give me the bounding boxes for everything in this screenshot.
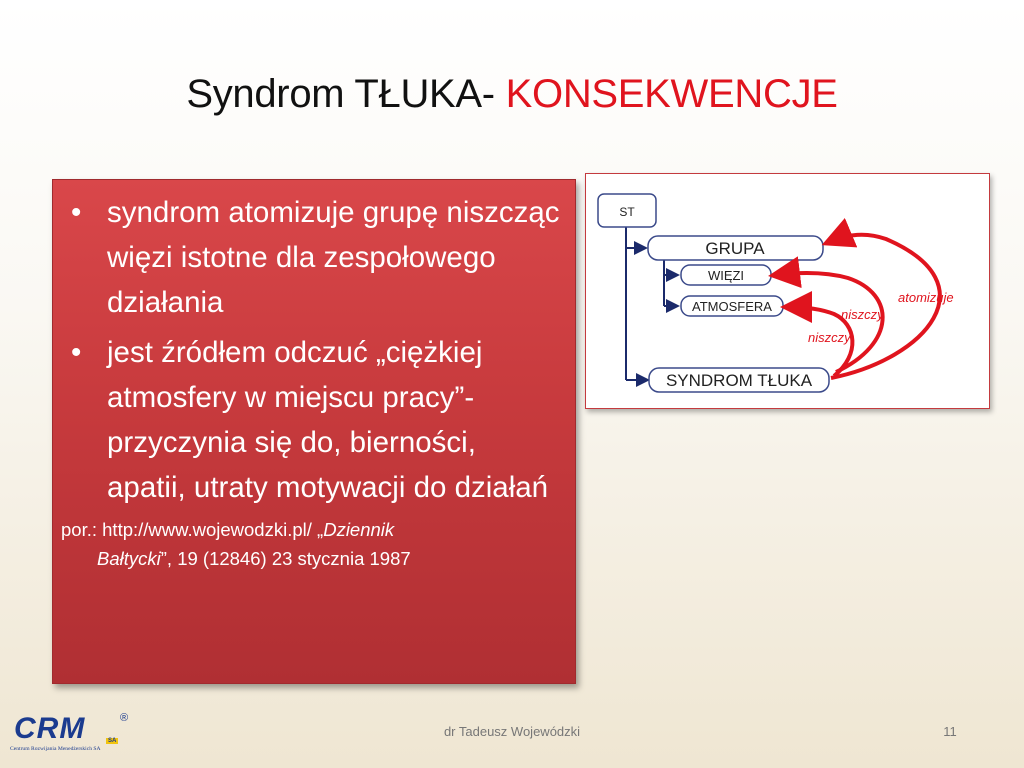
reference-italic-2: Bałtycki — [97, 548, 161, 569]
node-syndrom-label: SYNDROM TŁUKA — [665, 371, 813, 390]
bullet-text: syndrom atomizuje grupę niszcząc więzi istotne dla zespołowego działania — [107, 196, 560, 319]
node-atmosfera-label: ATMOSFERA — [692, 299, 772, 314]
logo-sa: SA — [108, 738, 117, 744]
title-accent: KONSEKWENCJE — [505, 72, 838, 116]
logo-registered: ® — [120, 712, 129, 724]
logo-text: CRM — [14, 712, 86, 745]
reference-suffix: ”, 19 (12846) 23 stycznia 1987 — [160, 548, 411, 569]
bullet-dot: • — [71, 196, 82, 229]
node-wiezi — [681, 265, 771, 285]
node-wiezi-label: WIĘZI — [707, 268, 745, 283]
logo-subtitle: Centrum Rozwijania Menedżerskich SA — [10, 746, 101, 752]
node-atmosfera — [681, 296, 783, 316]
bullet-item — [61, 190, 561, 325]
content-box — [52, 179, 576, 684]
reference-prefix: por.: http://www.wojewodzki.pl/ „ — [61, 519, 324, 540]
reference — [61, 515, 561, 573]
page-number: 11 — [943, 724, 957, 739]
bullet-item — [61, 330, 561, 510]
node-grupa-label: GRUPA — [705, 239, 765, 258]
node-syndrom — [649, 368, 829, 392]
node-st-label: ST — [619, 205, 635, 219]
label-atomizuje: atomizuje — [898, 290, 954, 305]
node-st — [598, 194, 656, 227]
diagram-svg — [586, 174, 989, 408]
bullet-dot: • — [71, 336, 82, 369]
bullet-text: jest źródłem odczuć „ciężkiej atmosfery w miejscu pracy”- przyczynia się do, bierności, apatii, utraty motywacji do działań — [107, 336, 549, 504]
node-grupa — [648, 236, 823, 260]
label-niszczy-2: niszczy — [808, 330, 851, 345]
diagram — [585, 173, 990, 409]
label-niszczy-1: niszczy — [841, 307, 884, 322]
slide-title — [0, 72, 1024, 117]
title-main: Syndrom TŁUKA- — [186, 72, 506, 116]
reference-italic-1: Dziennik — [323, 519, 395, 540]
footer-author: dr Tadeusz Wojewódzki — [443, 724, 581, 739]
